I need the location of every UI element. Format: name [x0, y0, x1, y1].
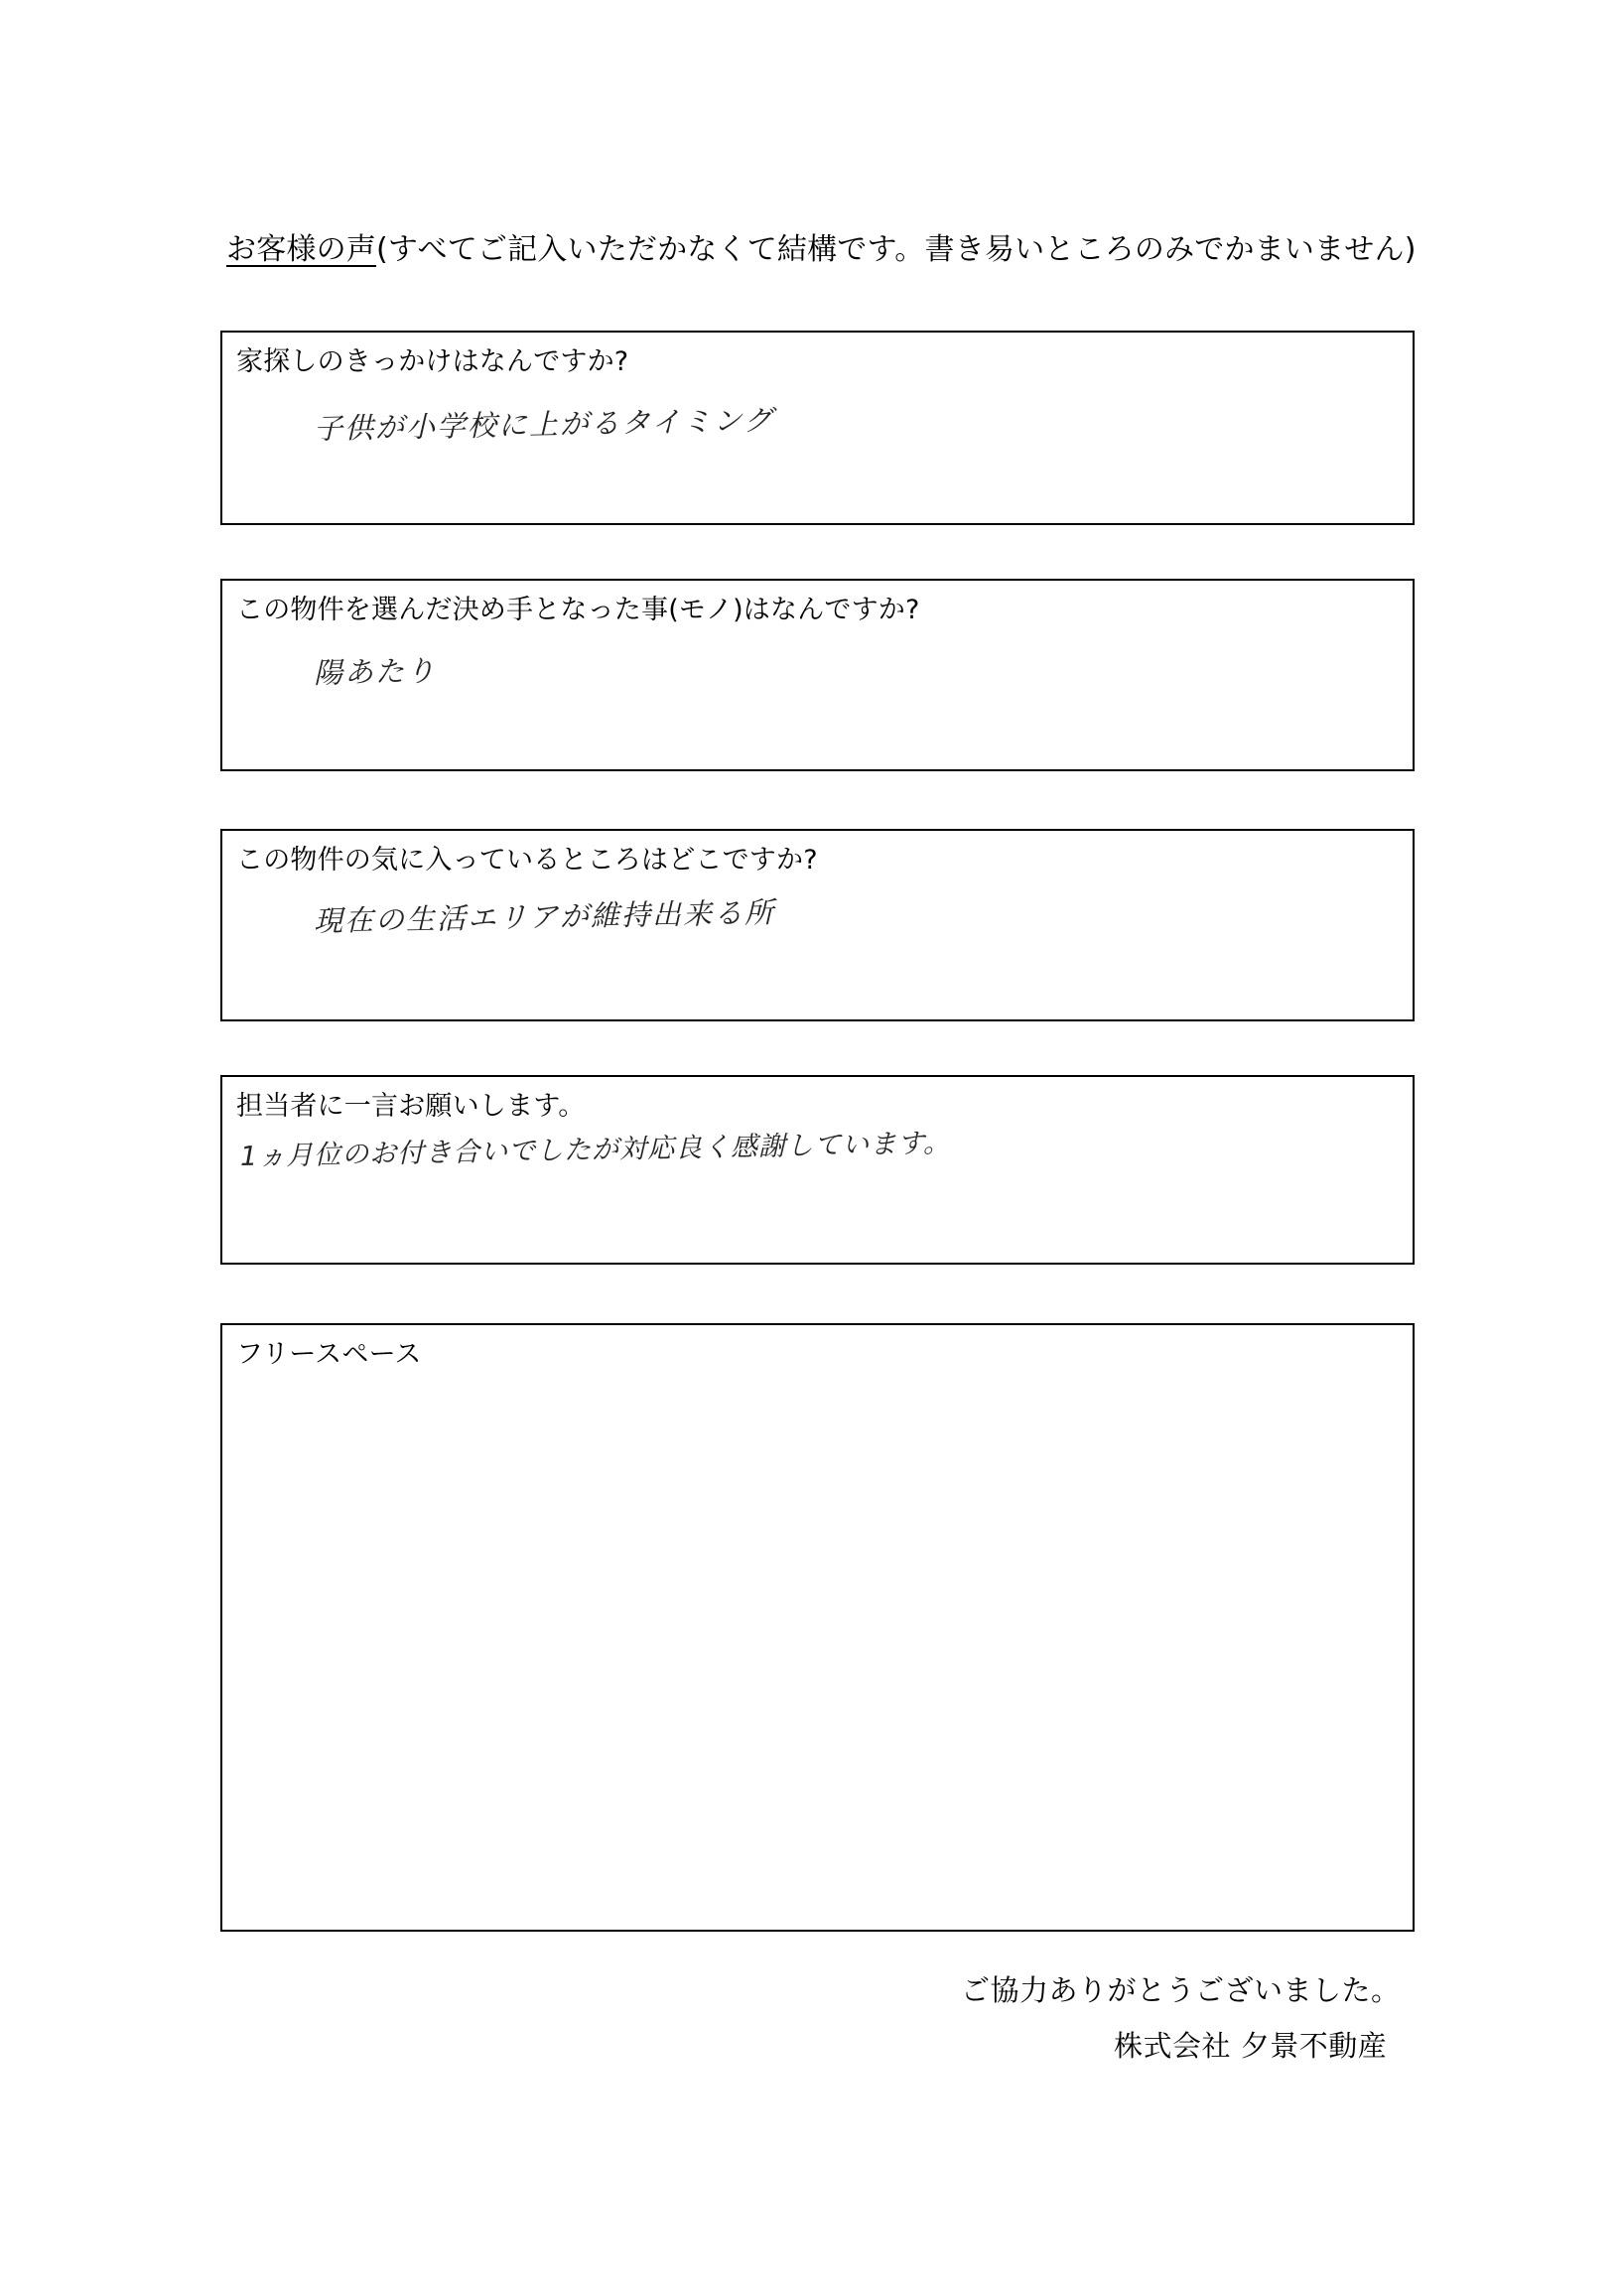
free-space-box[interactable] — [220, 1323, 1415, 1932]
question-box-2[interactable] — [220, 579, 1415, 771]
question-answer-1[interactable]: 子供が小学校に上がるタイミング — [313, 403, 775, 446]
question-box-1[interactable] — [220, 331, 1415, 525]
question-label-1: 家探しのきっかけはなんですか? — [236, 346, 629, 377]
footer-thanks-text: ご協力ありがとうございました。 — [961, 1973, 1401, 2007]
question-box-3[interactable] — [220, 829, 1415, 1021]
question-label-4: 担当者に一言お願いします。 — [236, 1091, 586, 1122]
question-answer-3[interactable]: 現在の生活エリアが維持出来る所 — [313, 895, 776, 938]
question-label-3: この物件の気に入っているところはどこですか? — [236, 845, 818, 876]
question-box-4[interactable] — [220, 1075, 1415, 1265]
question-answer-4[interactable]: 1ヵ月位のお付き合いでしたが対応良く感謝しています。 — [239, 1128, 952, 1172]
free-space-label: フリースペース — [236, 1339, 422, 1370]
footer-company-name: 株式会社 夕景不動産 — [1114, 2029, 1388, 2063]
question-label-2: この物件を選んだ決め手となった事(モノ)はなんですか? — [236, 595, 920, 625]
page-title-underlined: お客様の声 — [226, 232, 376, 267]
question-answer-2[interactable]: 陽あたり — [313, 653, 438, 690]
page-title-rest: (すべてご記入いただかなくて結構です。書き易いところのみでかまいません) — [376, 232, 1417, 267]
page-title — [226, 230, 1417, 270]
